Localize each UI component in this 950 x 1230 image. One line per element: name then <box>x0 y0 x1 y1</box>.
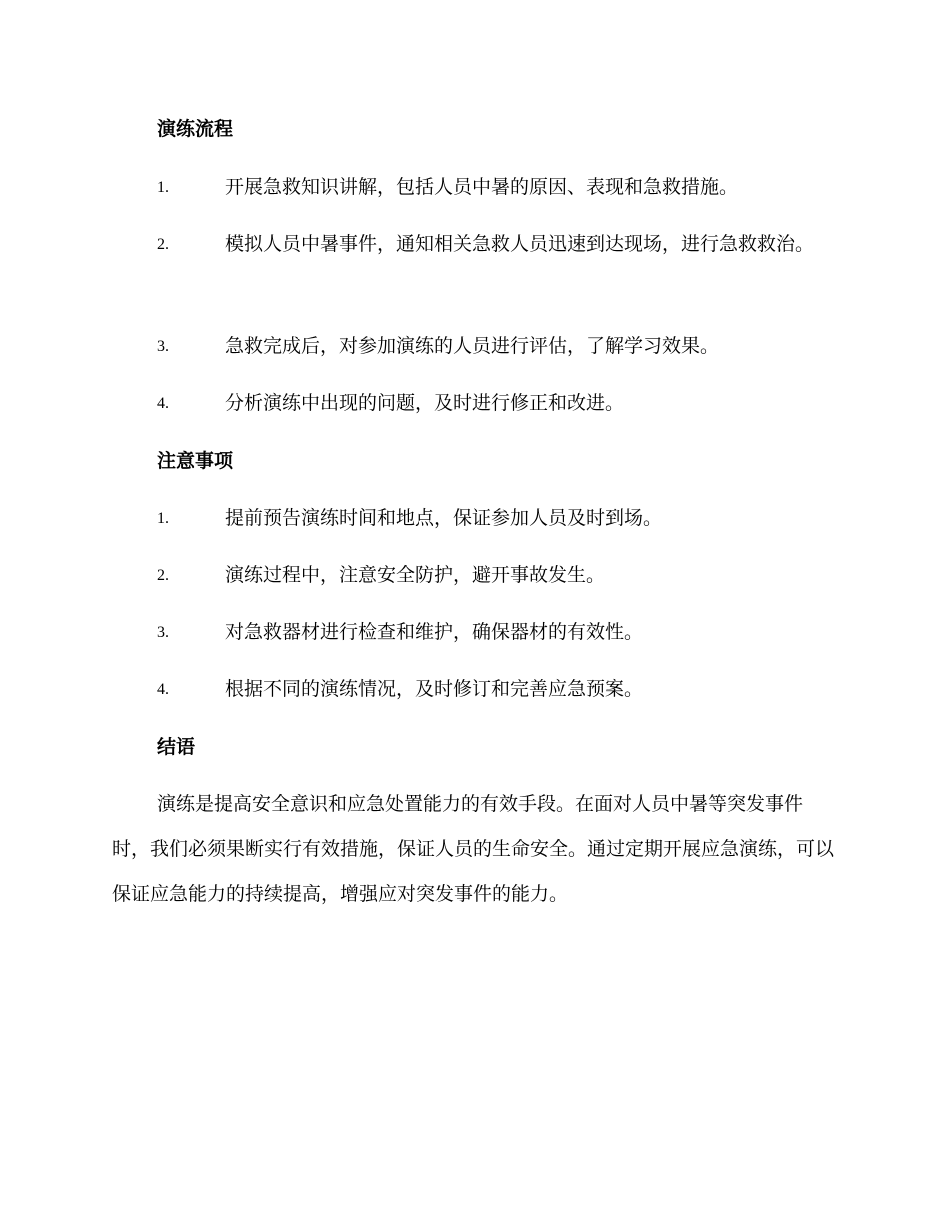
list-item-text: 对急救器材进行检查和维护，确保器材的有效性。 <box>225 621 644 643</box>
list-item-text: 分析演练中出现的问题，及时进行修正和改进。 <box>225 392 625 414</box>
list-item-text: 演练过程中，注意安全防护，避开事故发生。 <box>225 564 606 586</box>
list-item-text: 开展急救知识讲解，包括人员中暑的原因、表现和急救措施。 <box>225 176 739 198</box>
list-item-text: 根据不同的演练情况，及时修订和完善应急预案。 <box>225 678 644 700</box>
list-item-number: 3. <box>157 624 169 641</box>
list-item-text: 提前预告演练时间和地点，保证参加人员及时到场。 <box>225 507 663 529</box>
list-item-number: 1. <box>157 510 169 527</box>
list-item <box>112 324 837 369</box>
list-item <box>112 222 837 267</box>
list-item-number: 2. <box>157 567 169 584</box>
list-item <box>112 610 837 655</box>
list-item <box>112 381 837 426</box>
list-item-text: 模拟人员中暑事件，通知相关急救人员迅速到达现场，进行急救救治。 <box>225 233 815 255</box>
section-heading-drill-process: 演练流程 <box>157 118 234 140</box>
list-item <box>112 553 837 598</box>
list-item-number: 1. <box>157 179 169 196</box>
list-item-number: 4. <box>157 395 169 412</box>
list-item-number: 3. <box>157 338 169 355</box>
section-heading-conclusion: 结语 <box>157 736 196 758</box>
section-heading-notes: 注意事项 <box>157 450 234 472</box>
list-item-number: 4. <box>157 681 169 698</box>
list-item-text: 急救完成后，对参加演练的人员进行评估，了解学习效果。 <box>225 335 720 357</box>
list-item-number: 2. <box>157 236 169 253</box>
conclusion-paragraph: 演练是提高安全意识和应急处置能力的有效手段。在面对人员中暑等突发事件时，我们必须果断实行有效措施，保证人员的生命安全。通过定期开展应急演练，可以保证应急能力的持续提高，增强应对突发事件的能力。 <box>112 793 835 905</box>
list-item <box>112 496 837 541</box>
list-item <box>112 667 837 712</box>
list-item <box>112 165 837 210</box>
